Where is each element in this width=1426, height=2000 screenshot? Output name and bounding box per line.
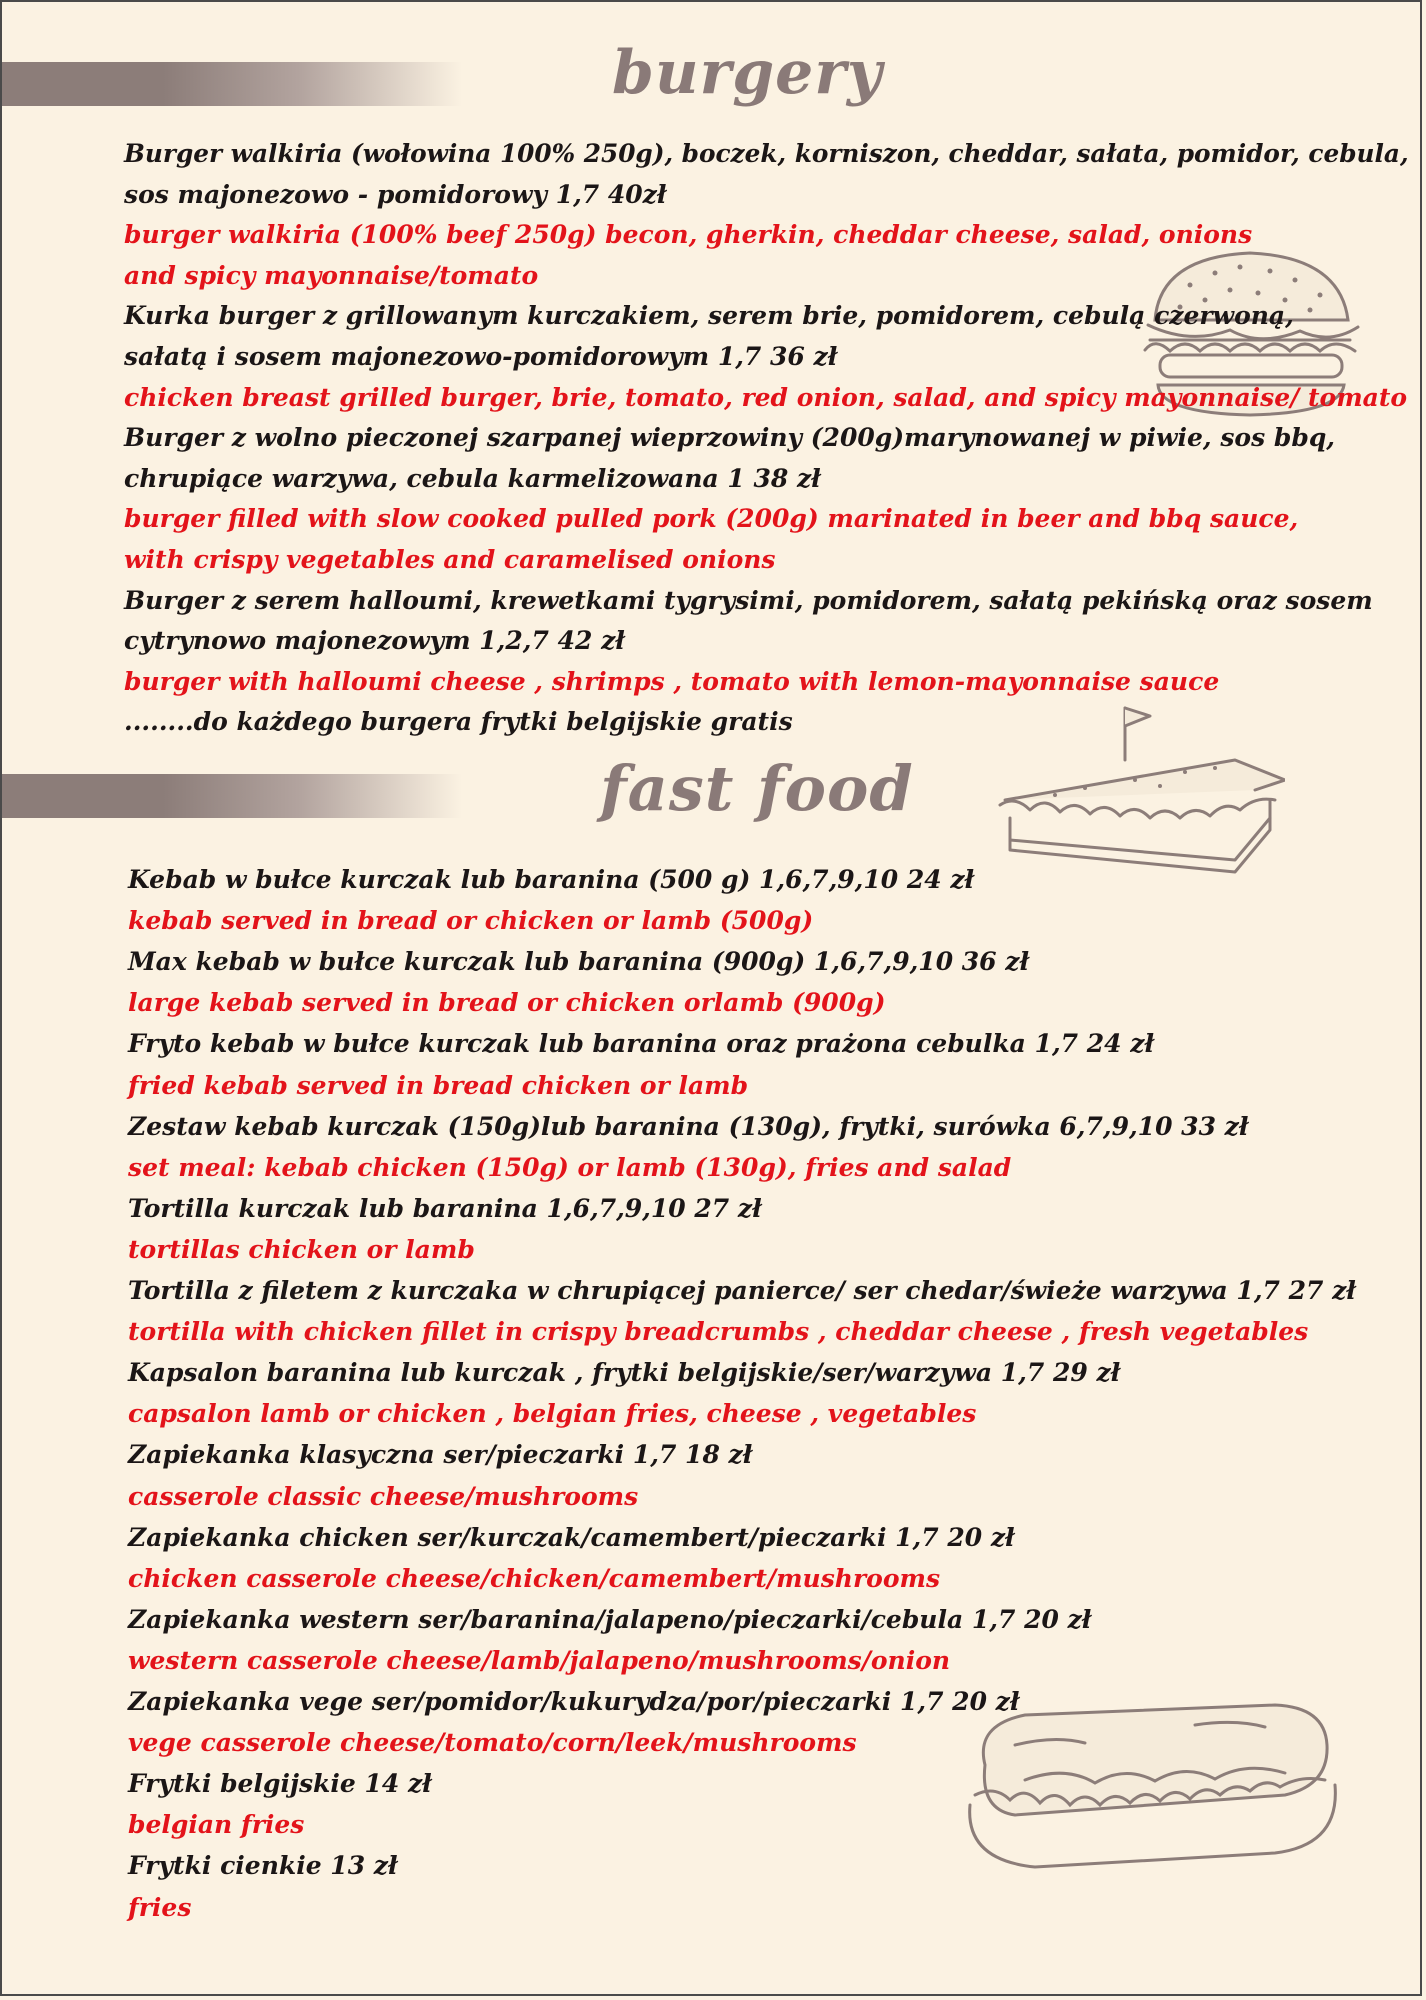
menu-line-english: burger with halloumi cheese , shrimps , tomato with lemon-mayonnaise sauce — [124, 666, 1220, 696]
burgery-heading-band — [2, 62, 462, 106]
menu-line-english: set meal: kebab chicken (150g) or lamb (130g), fries and salad — [128, 1152, 1012, 1182]
menu-line-polish: Kapsalon baranina lub kurczak , frytki belgijskie/ser/warzywa 1,7 29 zł — [128, 1358, 1121, 1388]
menu-line-polish: Kebab w bułce kurczak lub baranina (500 g) 1,6,7,9,10 24 zł — [128, 865, 975, 894]
menu-line-english: and spicy mayonnaise/tomato — [124, 260, 539, 290]
menu-line-polish: Frytki cienkie 13 zł — [128, 1851, 398, 1881]
menu-line-english: belgian fries — [128, 1810, 305, 1840]
menu-line-english: fries — [128, 1892, 192, 1922]
menu-line-english: kebab served in bread or chicken or lamb (500g) — [128, 906, 814, 936]
menu-line-english: chicken breast grilled burger, brie, tomato, red onion, salad, and spicy mayonnaise/ tomato — [124, 382, 1408, 412]
menu-line-polish: Frytki belgijskie 14 zł — [128, 1769, 432, 1799]
menu-line-polish: chrupiące warzywa, cebula karmelizowana 1 38 zł — [124, 463, 821, 493]
menu-line-polish: Fryto kebab w bułce kurczak lub baranina oraz prażona cebulka 1,7 24 zł — [128, 1029, 1155, 1059]
menu-line-english: fried kebab served in bread chicken or lamb — [128, 1070, 749, 1100]
menu-line-polish: Burger walkiria (wołowina 100% 250g), boczek, korniszon, cheddar, sałata, pomidor, cebula, — [124, 139, 1409, 168]
burgery-title: burgery — [612, 38, 883, 108]
menu-line-english: vege casserole cheese/tomato/corn/leek/mushrooms — [128, 1728, 857, 1758]
menu-line-polish: cytrynowo majonezowym 1,2,7 42 zł — [124, 626, 625, 656]
sandwich-icon — [985, 700, 1285, 880]
menu-line-polish: Burger z wolno pieczonej szarpanej wieprzowiny (200g)marynowanej w piwie, sos bbq, — [124, 423, 1335, 453]
menu-line-polish: Tortilla kurczak lub baranina 1,6,7,9,10 27 zł — [128, 1193, 762, 1223]
menu-line-polish: ........do każdego burgera frytki belgijskie gratis — [124, 707, 793, 737]
fastfood-heading-band — [2, 774, 462, 818]
menu-line-english: capsalon lamb or chicken , belgian fries, cheese , vegetables — [128, 1399, 977, 1429]
menu-line-polish: sos majonezowo - pomidorowy 1,7 40zł — [124, 179, 667, 209]
menu-line-english: casserole classic cheese/mushrooms — [128, 1481, 639, 1511]
menu-line-english: burger filled with slow cooked pulled pork (200g) marinated in beer and bbq sauce, — [124, 504, 1299, 534]
menu-line-polish: Zapiekanka western ser/baranina/jalapeno/pieczarki/cebula 1,7 20 zł — [128, 1604, 1092, 1634]
menu-line-english: western casserole cheese/lamb/jalapeno/mushrooms/onion — [128, 1645, 951, 1675]
menu-line-polish: Zapiekanka klasyczna ser/pieczarki 1,7 18 zł — [128, 1440, 753, 1470]
menu-line-polish: Zapiekanka vege ser/pomidor/kukurydza/por/pieczarki 1,7 20 zł — [128, 1687, 1020, 1716]
menu-line-polish: Tortilla z filetem z kurczaka w chrupiącej panierce/ ser chedar/świeże warzywa 1,7 27 zł — [128, 1276, 1356, 1305]
menu-line-english: chicken casserole cheese/chicken/camembert/mushrooms — [128, 1563, 941, 1593]
menu-line-english: tortillas chicken or lamb — [128, 1234, 475, 1264]
menu-line-english: tortilla with chicken fillet in crispy breadcrumbs , cheddar cheese , fresh vegetables — [128, 1317, 1309, 1347]
menu-line-polish: Burger z serem halloumi, krewetkami tygrysimi, pomidorem, sałatą pekińską oraz sosem — [124, 585, 1373, 615]
menu-line-polish: Zapiekanka chicken ser/kurczak/camembert/pieczarki 1,7 20 zł — [128, 1522, 1015, 1552]
menu-line-polish: Zestaw kebab kurczak (150g)lub baranina (130g), frytki, surówka 6,7,9,10 33 zł — [128, 1111, 1249, 1141]
menu-line-polish: Max kebab w bułce kurczak lub baranina (900g) 1,6,7,9,10 36 zł — [128, 947, 1030, 977]
fastfood-title: fast food — [600, 752, 914, 825]
menu-line-polish: Kurka burger z grillowanym kurczakiem, serem brie, pomidorem, cebulą czerwoną, — [124, 301, 1294, 331]
menu-line-english: large kebab served in bread or chicken orlamb (900g) — [128, 988, 886, 1018]
menu-line-english: with crispy vegetables and caramelised onions — [124, 545, 776, 574]
menu-line-english: burger walkiria (100% beef 250g) becon, gherkin, cheddar cheese, salad, onions — [124, 220, 1253, 250]
menu-line-polish: sałatą i sosem majonezowo-pomidorowym 1,7 36 zł — [124, 342, 838, 371]
